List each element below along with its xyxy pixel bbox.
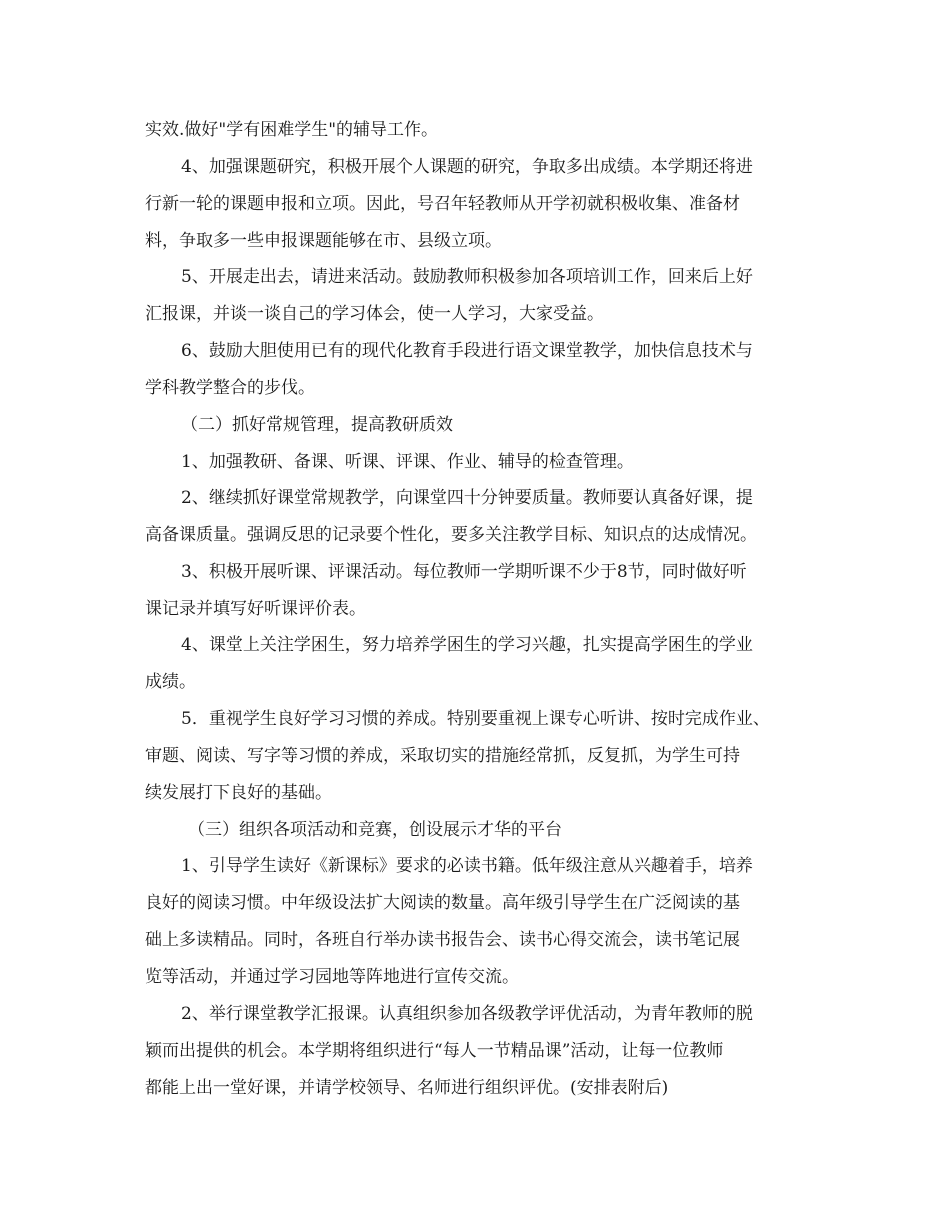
text-line: 1、加强教研、备课、听课、评课、作业、辅导的检查管理。: [181, 452, 634, 472]
text-line: 学科教学整合的步伐。: [145, 378, 315, 398]
section-heading: （二）抓好常规管理，提高教研质效: [181, 415, 453, 435]
section-heading: （三）组织各项活动和竞赛，创设展示才华的平台: [188, 820, 562, 840]
text-line: 览等活动，并通过学习园地等阵地进行宣传交流。: [145, 967, 519, 987]
text-line: 行新一轮的课题申报和立项。因此，号召年轻教师从开学初就积极收集、准备材: [145, 194, 740, 214]
text-line: 都能上出一堂好课，并请学校领导、名师进行组织评优。(安排表附后): [145, 1078, 669, 1098]
text-line: 颖而出提供的机会。本学期将组织进行“每人一节精品课”活动，让每一位教师: [145, 1041, 724, 1061]
text-line: 6、鼓励大胆使用已有的现代化教育手段进行语文课堂教学，加快信息技术与: [181, 341, 753, 361]
text-line: 课记录并填写好听课评价表。: [145, 599, 366, 619]
text-line: 成绩。: [145, 672, 196, 692]
text-line: 高备课质量。强调反思的记录要个性化，要多关注教学目标、知识点的达成情况。: [145, 525, 757, 545]
text-line: 料，争取多一些申报课题能够在市、县级立项。: [145, 231, 502, 251]
text-line: 良好的阅读习惯。中年级设法扩大阅读的数量。高年级引导学生在广泛阅读的基: [145, 893, 740, 913]
text-line: 5．重视学生良好学习习惯的养成。特别要重视上课专心听讲、按时完成作业、: [181, 709, 770, 729]
text-line: 续发展打下良好的基础。: [145, 783, 332, 803]
text-line: 3、积极开展听课、评课活动。每位教师一学期听课不少于8节，同时做好听: [181, 562, 747, 582]
text-line: 汇报课，并谈一谈自己的学习体会，使一人学习，大家受益。: [145, 304, 604, 324]
text-line: 实效.做好"学有困难学生"的辅导工作。: [145, 120, 439, 140]
text-line: 1、引导学生读好《新课标》要求的必读书籍。低年级注意从兴趣着手，培养: [181, 856, 753, 876]
text-line: 5、开展走出去，请进来活动。鼓励教师积极参加各项培训工作，回来后上好: [181, 267, 753, 287]
text-line: 4、课堂上关注学困生，努力培养学困生的学习兴趣，扎实提高学困生的学业: [181, 635, 753, 655]
text-line: 审题、阅读、写字等习惯的养成，采取切实的措施经常抓，反复抓，为学生可持: [145, 746, 740, 766]
text-line: 2、举行课堂教学汇报课。认真组织参加各级教学评优活动，为青年教师的脱: [181, 1004, 753, 1024]
text-line: 2、继续抓好课堂常规教学，向课堂四十分钟要质量。教师要认真备好课，提: [181, 488, 753, 508]
text-line: 础上多读精品。同时，各班自行举办读书报告会、读书心得交流会，读书笔记展: [145, 930, 740, 950]
text-line: 4、加强课题研究，积极开展个人课题的研究，争取多出成绩。本学期还将进: [181, 157, 753, 177]
